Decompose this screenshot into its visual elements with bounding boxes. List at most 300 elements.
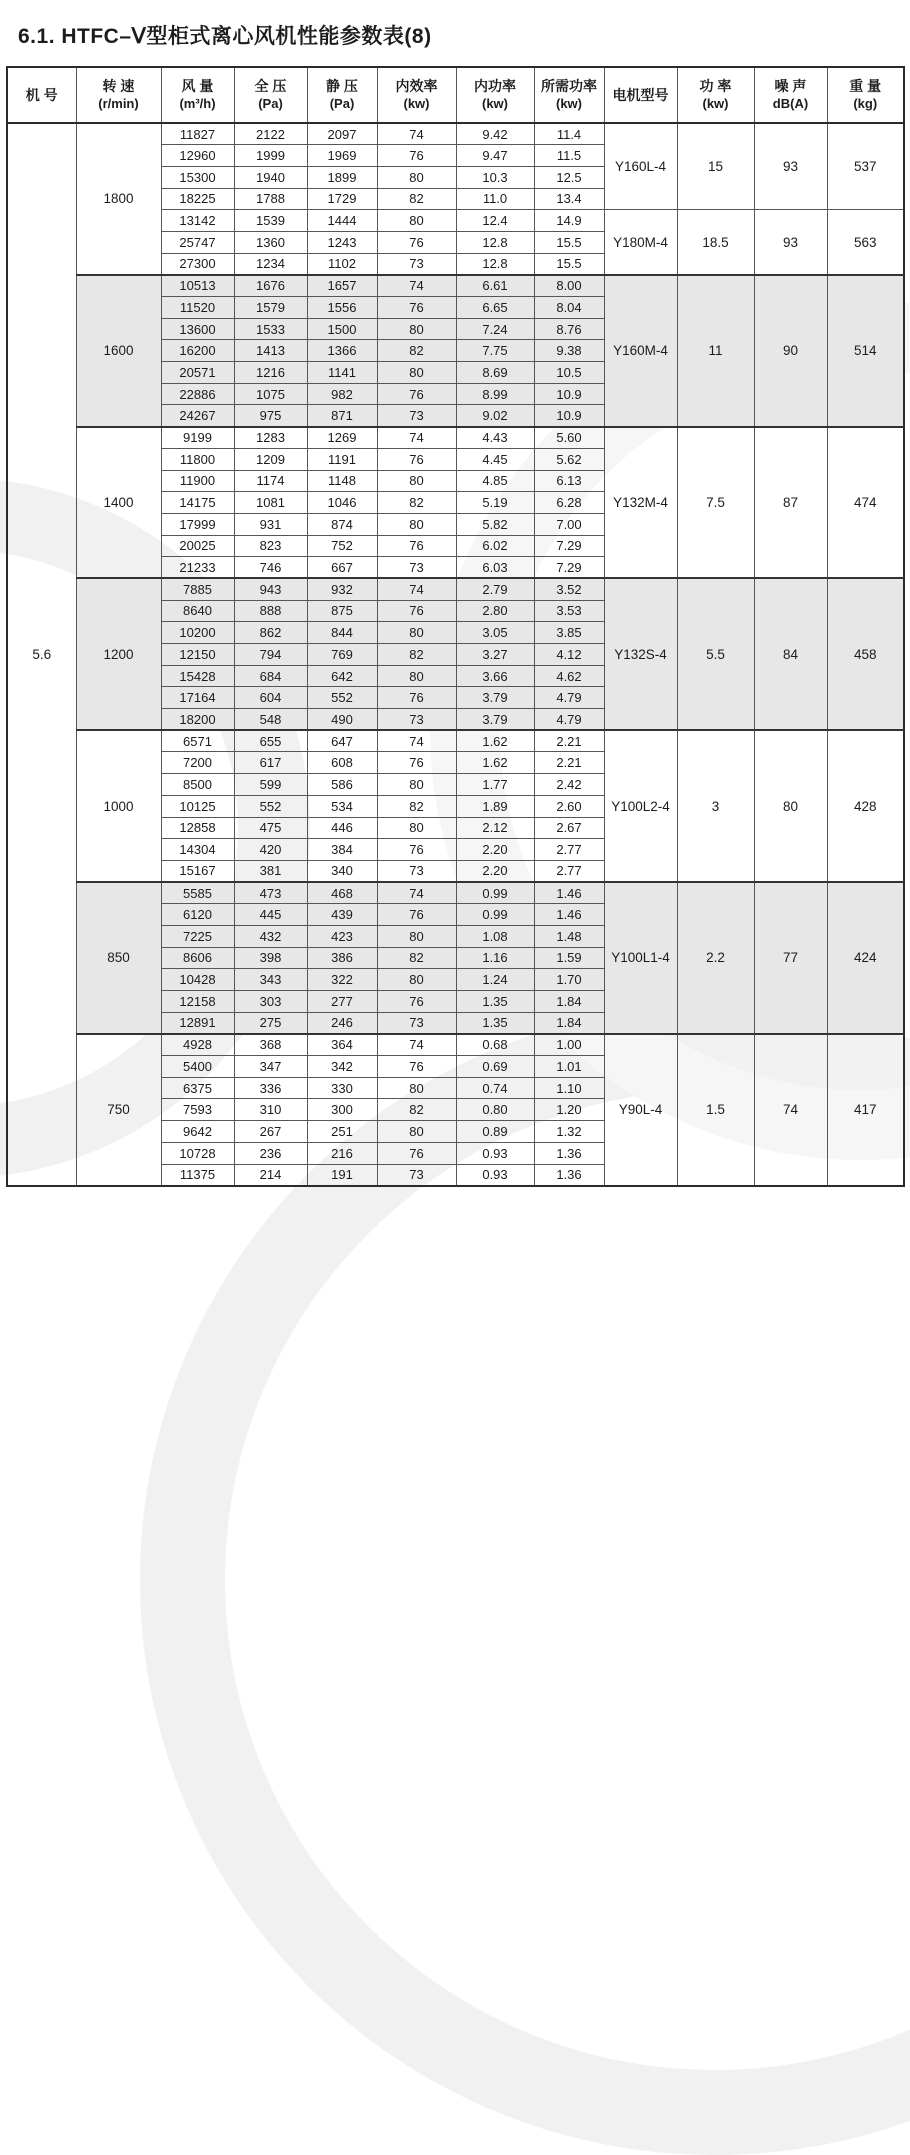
air-volume-cell: 8606 [161, 947, 234, 969]
column-header-label: 噪 声 [774, 78, 807, 94]
internal-power-cell: 7.75 [456, 340, 534, 362]
efficiency-cell: 76 [377, 535, 456, 557]
air-volume-cell: 9642 [161, 1121, 234, 1143]
static-pressure-cell: 875 [307, 600, 377, 622]
column-header [677, 67, 754, 123]
required-power-cell: 5.60 [534, 427, 604, 449]
total-pressure-cell: 1234 [234, 253, 307, 275]
column-header-unit: (kw) [556, 96, 582, 111]
required-power-cell: 7.29 [534, 535, 604, 557]
table-body [7, 123, 904, 1186]
required-power-cell: 14.9 [534, 210, 604, 232]
motor-power-cell: 18.5 [677, 210, 754, 275]
required-power-cell: 4.79 [534, 687, 604, 709]
internal-power-cell: 3.27 [456, 644, 534, 666]
noise-cell: 77 [754, 882, 827, 1034]
efficiency-cell: 80 [377, 665, 456, 687]
total-pressure-cell: 1081 [234, 492, 307, 514]
static-pressure-cell: 642 [307, 665, 377, 687]
required-power-cell: 1.10 [534, 1077, 604, 1099]
required-power-cell: 1.46 [534, 882, 604, 904]
required-power-cell: 15.5 [534, 231, 604, 253]
total-pressure-cell: 1216 [234, 362, 307, 384]
static-pressure-cell: 534 [307, 795, 377, 817]
speed-cell: 850 [76, 882, 161, 1034]
air-volume-cell: 12858 [161, 817, 234, 839]
total-pressure-cell: 604 [234, 687, 307, 709]
air-volume-cell: 14304 [161, 839, 234, 861]
air-volume-cell: 15300 [161, 166, 234, 188]
internal-power-cell: 12.8 [456, 253, 534, 275]
total-pressure-cell: 1999 [234, 145, 307, 167]
total-pressure-cell: 347 [234, 1056, 307, 1078]
air-volume-cell: 22886 [161, 383, 234, 405]
total-pressure-cell: 1940 [234, 166, 307, 188]
internal-power-cell: 9.47 [456, 145, 534, 167]
air-volume-cell: 15428 [161, 665, 234, 687]
static-pressure-cell: 216 [307, 1142, 377, 1164]
column-header [534, 67, 604, 123]
static-pressure-cell: 1500 [307, 318, 377, 340]
total-pressure-cell: 1075 [234, 383, 307, 405]
total-pressure-cell: 823 [234, 535, 307, 557]
weight-cell: 537 [827, 123, 904, 210]
efficiency-cell: 74 [377, 1034, 456, 1056]
air-volume-cell: 11900 [161, 470, 234, 492]
motor-power-cell: 15 [677, 123, 754, 210]
internal-power-cell: 3.79 [456, 687, 534, 709]
internal-power-cell: 0.69 [456, 1056, 534, 1078]
weight-cell: 458 [827, 578, 904, 730]
efficiency-cell: 80 [377, 210, 456, 232]
total-pressure-cell: 684 [234, 665, 307, 687]
required-power-cell: 8.04 [534, 297, 604, 319]
column-header-label: 内效率 [395, 78, 438, 94]
air-volume-cell: 13142 [161, 210, 234, 232]
total-pressure-cell: 548 [234, 709, 307, 731]
static-pressure-cell: 647 [307, 730, 377, 752]
table-row [7, 1034, 904, 1056]
air-volume-cell: 12158 [161, 991, 234, 1013]
efficiency-cell: 82 [377, 1099, 456, 1121]
air-volume-cell: 5400 [161, 1056, 234, 1078]
total-pressure-cell: 888 [234, 600, 307, 622]
internal-power-cell: 1.08 [456, 925, 534, 947]
internal-power-cell: 3.66 [456, 665, 534, 687]
internal-power-cell: 0.89 [456, 1121, 534, 1143]
efficiency-cell: 76 [377, 904, 456, 926]
efficiency-cell: 76 [377, 231, 456, 253]
motor-model-cell: Y100L1-4 [604, 882, 677, 1034]
table-row [7, 882, 904, 904]
table-row [7, 427, 904, 449]
internal-power-cell: 0.93 [456, 1142, 534, 1164]
static-pressure-cell: 446 [307, 817, 377, 839]
static-pressure-cell: 586 [307, 774, 377, 796]
internal-power-cell: 0.93 [456, 1164, 534, 1186]
weight-cell: 428 [827, 730, 904, 882]
static-pressure-cell: 1657 [307, 275, 377, 297]
static-pressure-cell: 191 [307, 1164, 377, 1186]
air-volume-cell: 6571 [161, 730, 234, 752]
total-pressure-cell: 975 [234, 405, 307, 427]
internal-power-cell: 0.74 [456, 1077, 534, 1099]
air-volume-cell: 24267 [161, 405, 234, 427]
column-header-label: 电机型号 [612, 86, 669, 103]
required-power-cell: 2.67 [534, 817, 604, 839]
column-header [377, 67, 456, 123]
static-pressure-cell: 1046 [307, 492, 377, 514]
total-pressure-cell: 336 [234, 1077, 307, 1099]
efficiency-cell: 80 [377, 1077, 456, 1099]
motor-model-cell: Y90L-4 [604, 1034, 677, 1186]
static-pressure-cell: 982 [307, 383, 377, 405]
total-pressure-cell: 236 [234, 1142, 307, 1164]
static-pressure-cell: 608 [307, 752, 377, 774]
required-power-cell: 2.77 [534, 860, 604, 882]
required-power-cell: 5.62 [534, 448, 604, 470]
efficiency-cell: 76 [377, 600, 456, 622]
motor-power-cell: 1.5 [677, 1034, 754, 1186]
total-pressure-cell: 599 [234, 774, 307, 796]
total-pressure-cell: 432 [234, 925, 307, 947]
efficiency-cell: 76 [377, 839, 456, 861]
static-pressure-cell: 277 [307, 991, 377, 1013]
air-volume-cell: 15167 [161, 860, 234, 882]
air-volume-cell: 10200 [161, 622, 234, 644]
air-volume-cell: 10728 [161, 1142, 234, 1164]
static-pressure-cell: 769 [307, 644, 377, 666]
required-power-cell: 2.60 [534, 795, 604, 817]
speed-cell: 1800 [76, 123, 161, 275]
efficiency-cell: 74 [377, 730, 456, 752]
air-volume-cell: 12960 [161, 145, 234, 167]
total-pressure-cell: 381 [234, 860, 307, 882]
static-pressure-cell: 874 [307, 513, 377, 535]
required-power-cell: 10.9 [534, 383, 604, 405]
static-pressure-cell: 667 [307, 557, 377, 579]
air-volume-cell: 11800 [161, 448, 234, 470]
efficiency-cell: 80 [377, 622, 456, 644]
required-power-cell: 11.5 [534, 145, 604, 167]
air-volume-cell: 7885 [161, 578, 234, 600]
static-pressure-cell: 340 [307, 860, 377, 882]
speed-cell: 1000 [76, 730, 161, 882]
air-volume-cell: 27300 [161, 253, 234, 275]
total-pressure-cell: 862 [234, 622, 307, 644]
total-pressure-cell: 746 [234, 557, 307, 579]
efficiency-cell: 80 [377, 969, 456, 991]
internal-power-cell: 11.0 [456, 188, 534, 210]
required-power-cell: 2.21 [534, 752, 604, 774]
table-row [7, 123, 904, 145]
air-volume-cell: 8640 [161, 600, 234, 622]
required-power-cell: 1.36 [534, 1142, 604, 1164]
air-volume-cell: 18200 [161, 709, 234, 731]
air-volume-cell: 16200 [161, 340, 234, 362]
required-power-cell: 1.36 [534, 1164, 604, 1186]
column-header-unit: (kw) [482, 96, 508, 111]
air-volume-cell: 7225 [161, 925, 234, 947]
air-volume-cell: 12891 [161, 1012, 234, 1034]
static-pressure-cell: 1969 [307, 145, 377, 167]
noise-cell: 84 [754, 578, 827, 730]
machine-no-cell: 5.6 [7, 123, 76, 1186]
efficiency-cell: 73 [377, 1164, 456, 1186]
column-header-label: 机 号 [25, 86, 58, 103]
required-power-cell: 10.5 [534, 362, 604, 384]
required-power-cell: 12.5 [534, 166, 604, 188]
column-header-unit: (kw) [403, 96, 430, 111]
required-power-cell: 1.59 [534, 947, 604, 969]
efficiency-cell: 73 [377, 860, 456, 882]
total-pressure-cell: 1533 [234, 318, 307, 340]
internal-power-cell: 1.24 [456, 969, 534, 991]
efficiency-cell: 82 [377, 188, 456, 210]
required-power-cell: 2.42 [534, 774, 604, 796]
efficiency-cell: 76 [377, 752, 456, 774]
efficiency-cell: 74 [377, 275, 456, 297]
required-power-cell: 2.77 [534, 839, 604, 861]
efficiency-cell: 76 [377, 1142, 456, 1164]
motor-power-cell: 2.2 [677, 882, 754, 1034]
required-power-cell: 3.52 [534, 578, 604, 600]
static-pressure-cell: 251 [307, 1121, 377, 1143]
required-power-cell: 1.84 [534, 1012, 604, 1034]
efficiency-cell: 80 [377, 166, 456, 188]
total-pressure-cell: 1174 [234, 470, 307, 492]
efficiency-cell: 76 [377, 383, 456, 405]
internal-power-cell: 1.35 [456, 1012, 534, 1034]
total-pressure-cell: 368 [234, 1034, 307, 1056]
static-pressure-cell: 468 [307, 882, 377, 904]
internal-power-cell: 2.80 [456, 600, 534, 622]
required-power-cell: 8.00 [534, 275, 604, 297]
efficiency-cell: 82 [377, 340, 456, 362]
air-volume-cell: 21233 [161, 557, 234, 579]
internal-power-cell: 2.79 [456, 578, 534, 600]
static-pressure-cell: 386 [307, 947, 377, 969]
internal-power-cell: 3.79 [456, 709, 534, 731]
motor-model-cell: Y132S-4 [604, 578, 677, 730]
efficiency-cell: 74 [377, 123, 456, 145]
static-pressure-cell: 932 [307, 578, 377, 600]
internal-power-cell: 1.77 [456, 774, 534, 796]
table-header [7, 67, 904, 123]
static-pressure-cell: 844 [307, 622, 377, 644]
total-pressure-cell: 1579 [234, 297, 307, 319]
efficiency-cell: 76 [377, 448, 456, 470]
static-pressure-cell: 384 [307, 839, 377, 861]
motor-power-cell: 7.5 [677, 427, 754, 579]
efficiency-cell: 73 [377, 709, 456, 731]
internal-power-cell: 0.80 [456, 1099, 534, 1121]
air-volume-cell: 11827 [161, 123, 234, 145]
total-pressure-cell: 552 [234, 795, 307, 817]
column-header [604, 67, 677, 123]
air-volume-cell: 18225 [161, 188, 234, 210]
column-header-unit: (kg) [853, 96, 878, 111]
required-power-cell: 2.21 [534, 730, 604, 752]
column-header [234, 67, 307, 123]
static-pressure-cell: 752 [307, 535, 377, 557]
static-pressure-cell: 439 [307, 904, 377, 926]
column-header [7, 67, 76, 123]
internal-power-cell: 5.19 [456, 492, 534, 514]
efficiency-cell: 76 [377, 687, 456, 709]
efficiency-cell: 73 [377, 253, 456, 275]
static-pressure-cell: 246 [307, 1012, 377, 1034]
static-pressure-cell: 1366 [307, 340, 377, 362]
internal-power-cell: 1.62 [456, 752, 534, 774]
efficiency-cell: 80 [377, 318, 456, 340]
air-volume-cell: 10513 [161, 275, 234, 297]
air-volume-cell: 4928 [161, 1034, 234, 1056]
total-pressure-cell: 420 [234, 839, 307, 861]
total-pressure-cell: 1788 [234, 188, 307, 210]
efficiency-cell: 74 [377, 578, 456, 600]
efficiency-cell: 73 [377, 557, 456, 579]
internal-power-cell: 12.8 [456, 231, 534, 253]
total-pressure-cell: 1676 [234, 275, 307, 297]
motor-model-cell: Y100L2-4 [604, 730, 677, 882]
internal-power-cell: 9.02 [456, 405, 534, 427]
speed-cell: 1600 [76, 275, 161, 427]
required-power-cell: 13.4 [534, 188, 604, 210]
efficiency-cell: 80 [377, 925, 456, 947]
internal-power-cell: 4.43 [456, 427, 534, 449]
noise-cell: 80 [754, 730, 827, 882]
motor-power-cell: 3 [677, 730, 754, 882]
column-header [161, 67, 234, 123]
static-pressure-cell: 1191 [307, 448, 377, 470]
static-pressure-cell: 490 [307, 709, 377, 731]
column-header-label: 风 量 [181, 78, 214, 94]
static-pressure-cell: 871 [307, 405, 377, 427]
required-power-cell: 1.70 [534, 969, 604, 991]
required-power-cell: 8.76 [534, 318, 604, 340]
static-pressure-cell: 1556 [307, 297, 377, 319]
static-pressure-cell: 1899 [307, 166, 377, 188]
required-power-cell: 11.4 [534, 123, 604, 145]
static-pressure-cell: 1243 [307, 231, 377, 253]
efficiency-cell: 80 [377, 817, 456, 839]
air-volume-cell: 12150 [161, 644, 234, 666]
motor-power-cell: 5.5 [677, 578, 754, 730]
static-pressure-cell: 364 [307, 1034, 377, 1056]
noise-cell: 74 [754, 1034, 827, 1186]
motor-model-cell: Y132M-4 [604, 427, 677, 579]
total-pressure-cell: 310 [234, 1099, 307, 1121]
column-header-label: 功 率 [699, 78, 732, 94]
static-pressure-cell: 300 [307, 1099, 377, 1121]
internal-power-cell: 0.99 [456, 904, 534, 926]
internal-power-cell: 1.89 [456, 795, 534, 817]
column-header-label: 重 量 [849, 78, 882, 94]
static-pressure-cell: 552 [307, 687, 377, 709]
required-power-cell: 6.28 [534, 492, 604, 514]
weight-cell: 563 [827, 210, 904, 275]
motor-model-cell: Y160M-4 [604, 275, 677, 427]
internal-power-cell: 2.12 [456, 817, 534, 839]
efficiency-cell: 80 [377, 513, 456, 535]
efficiency-cell: 80 [377, 1121, 456, 1143]
total-pressure-cell: 275 [234, 1012, 307, 1034]
required-power-cell: 3.85 [534, 622, 604, 644]
required-power-cell: 1.46 [534, 904, 604, 926]
column-header [754, 67, 827, 123]
air-volume-cell: 14175 [161, 492, 234, 514]
internal-power-cell: 1.16 [456, 947, 534, 969]
motor-model-cell: Y180M-4 [604, 210, 677, 275]
column-header [76, 67, 161, 123]
speed-cell: 1400 [76, 427, 161, 579]
internal-power-cell: 6.02 [456, 535, 534, 557]
required-power-cell: 1.84 [534, 991, 604, 1013]
column-header-unit: (kw) [702, 96, 729, 111]
total-pressure-cell: 303 [234, 991, 307, 1013]
required-power-cell: 1.20 [534, 1099, 604, 1121]
static-pressure-cell: 1141 [307, 362, 377, 384]
column-header-label: 所需功率 [541, 78, 597, 94]
internal-power-cell: 1.62 [456, 730, 534, 752]
air-volume-cell: 7593 [161, 1099, 234, 1121]
required-power-cell: 7.29 [534, 557, 604, 579]
efficiency-cell: 76 [377, 297, 456, 319]
static-pressure-cell: 2097 [307, 123, 377, 145]
static-pressure-cell: 1444 [307, 210, 377, 232]
air-volume-cell: 11520 [161, 297, 234, 319]
air-volume-cell: 9199 [161, 427, 234, 449]
static-pressure-cell: 1148 [307, 470, 377, 492]
noise-cell: 93 [754, 123, 827, 210]
total-pressure-cell: 398 [234, 947, 307, 969]
required-power-cell: 1.32 [534, 1121, 604, 1143]
required-power-cell: 4.62 [534, 665, 604, 687]
internal-power-cell: 3.05 [456, 622, 534, 644]
air-volume-cell: 17999 [161, 513, 234, 535]
total-pressure-cell: 343 [234, 969, 307, 991]
efficiency-cell: 80 [377, 362, 456, 384]
total-pressure-cell: 1539 [234, 210, 307, 232]
internal-power-cell: 4.45 [456, 448, 534, 470]
efficiency-cell: 76 [377, 1056, 456, 1078]
efficiency-cell: 82 [377, 795, 456, 817]
fan-performance-table [6, 66, 905, 1187]
total-pressure-cell: 1413 [234, 340, 307, 362]
speed-cell: 750 [76, 1034, 161, 1186]
weight-cell: 417 [827, 1034, 904, 1186]
total-pressure-cell: 931 [234, 513, 307, 535]
total-pressure-cell: 794 [234, 644, 307, 666]
efficiency-cell: 82 [377, 492, 456, 514]
noise-cell: 87 [754, 427, 827, 579]
total-pressure-cell: 1209 [234, 448, 307, 470]
static-pressure-cell: 342 [307, 1056, 377, 1078]
total-pressure-cell: 617 [234, 752, 307, 774]
internal-power-cell: 5.82 [456, 513, 534, 535]
motor-model-cell: Y160L-4 [604, 123, 677, 210]
air-volume-cell: 13600 [161, 318, 234, 340]
required-power-cell: 4.79 [534, 709, 604, 731]
efficiency-cell: 76 [377, 991, 456, 1013]
required-power-cell: 6.13 [534, 470, 604, 492]
internal-power-cell: 1.35 [456, 991, 534, 1013]
air-volume-cell: 17164 [161, 687, 234, 709]
column-header-unit: (Pa) [258, 96, 283, 111]
internal-power-cell: 6.65 [456, 297, 534, 319]
column-header-unit: dB(A) [772, 96, 809, 111]
